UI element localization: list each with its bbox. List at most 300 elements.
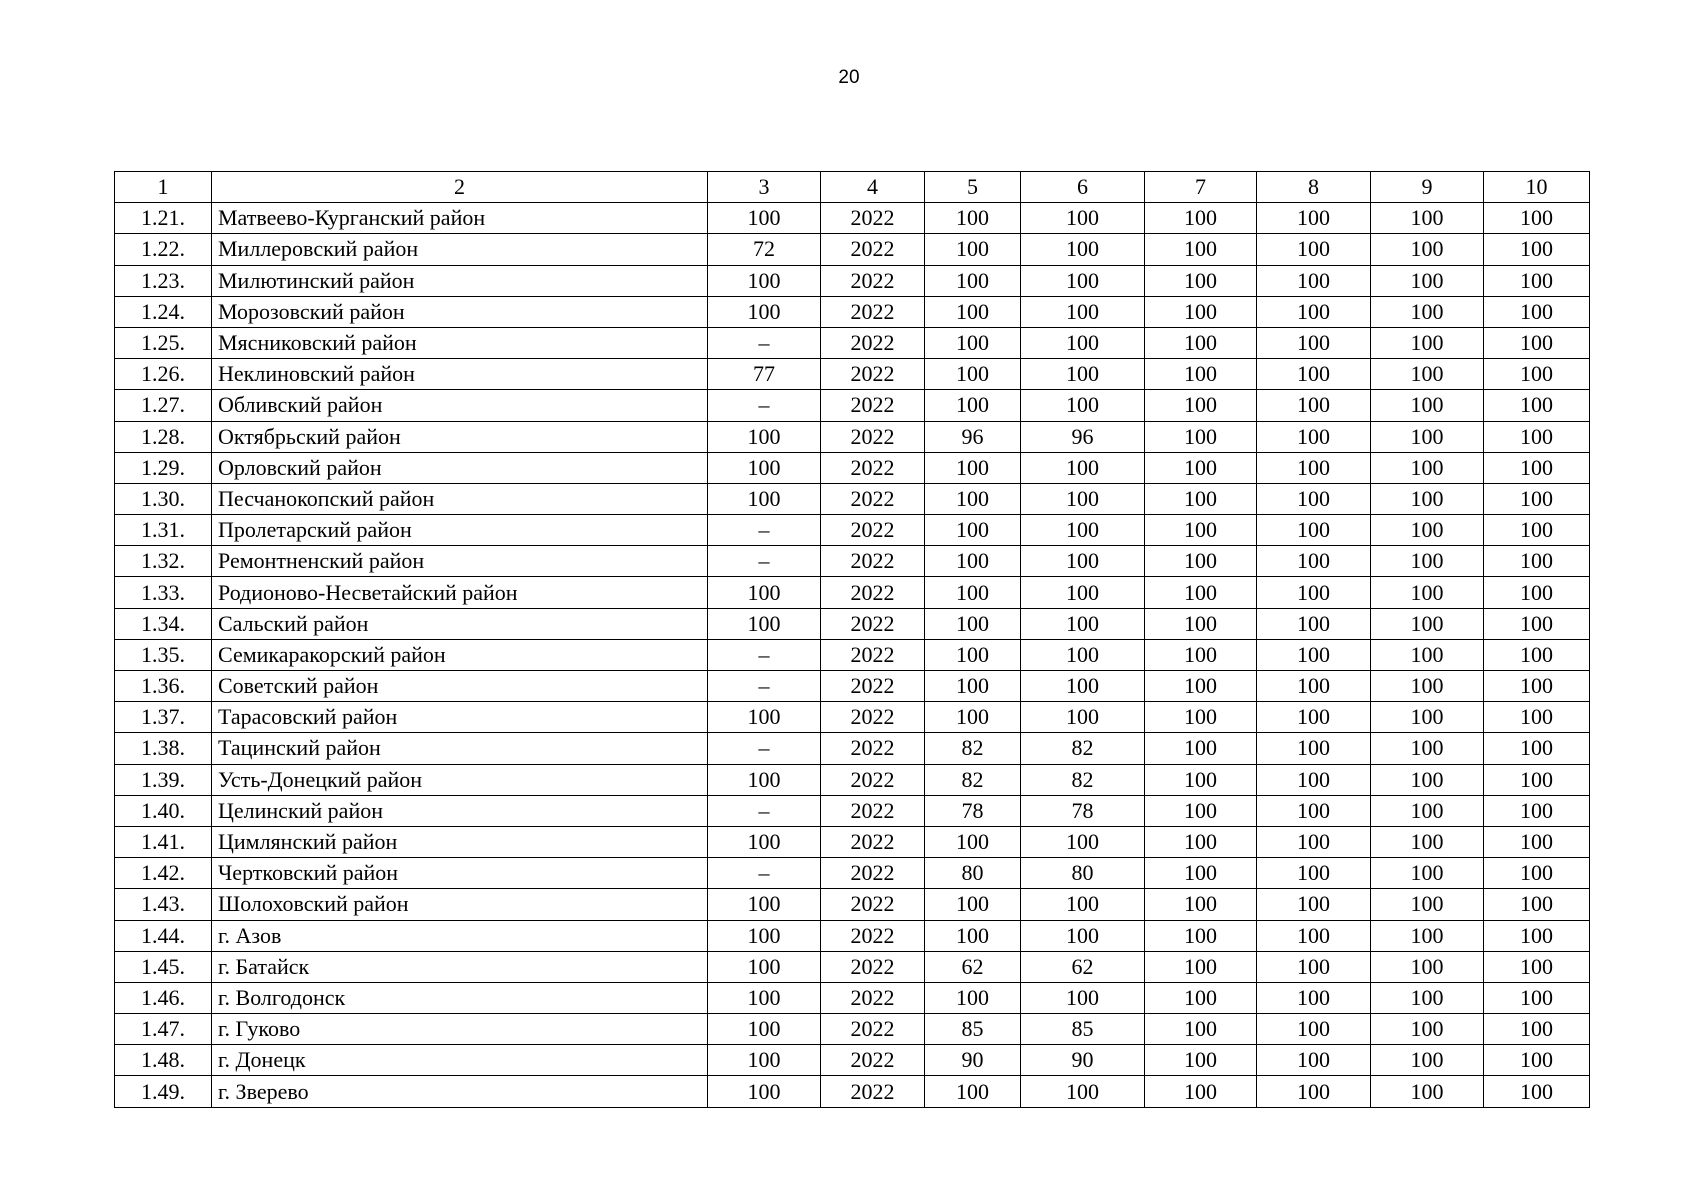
value-cell-7: 100: [1145, 982, 1257, 1013]
district-name-cell: Орловский район: [212, 452, 708, 483]
value-cell-3: 100: [708, 920, 821, 951]
value-cell-7: 100: [1145, 359, 1257, 390]
value-cell-10: 100: [1484, 265, 1590, 296]
table-row: [115, 546, 1590, 577]
value-cell-7: 100: [1145, 1014, 1257, 1045]
column-header-4: 4: [821, 172, 925, 203]
value-cell-8: 100: [1257, 671, 1371, 702]
value-cell-5: 100: [925, 889, 1021, 920]
value-cell-8: 100: [1257, 577, 1371, 608]
year-cell: 2022: [821, 546, 925, 577]
row-number-cell: 1.32.: [115, 546, 212, 577]
district-name-cell: Тарасовский район: [212, 702, 708, 733]
district-name-cell: Мясниковский район: [212, 327, 708, 358]
value-cell-9: 100: [1371, 858, 1484, 889]
value-cell-10: 100: [1484, 234, 1590, 265]
column-header-1: 1: [115, 172, 212, 203]
value-cell-6: 100: [1021, 920, 1145, 951]
value-cell-7: 100: [1145, 1076, 1257, 1107]
value-cell-7: 100: [1145, 889, 1257, 920]
row-number-cell: 1.35.: [115, 639, 212, 670]
value-cell-5: 100: [925, 1076, 1021, 1107]
table-row: [115, 951, 1590, 982]
year-cell: 2022: [821, 265, 925, 296]
value-cell-5: 100: [925, 577, 1021, 608]
value-cell-8: 100: [1257, 421, 1371, 452]
value-cell-3: 100: [708, 608, 821, 639]
value-cell-7: 100: [1145, 702, 1257, 733]
value-cell-9: 100: [1371, 452, 1484, 483]
value-cell-5: 85: [925, 1014, 1021, 1045]
value-cell-3: 100: [708, 764, 821, 795]
district-name-cell: Октябрьский район: [212, 421, 708, 452]
value-cell-7: 100: [1145, 733, 1257, 764]
year-cell: 2022: [821, 1076, 925, 1107]
value-cell-9: 100: [1371, 608, 1484, 639]
value-cell-7: 100: [1145, 826, 1257, 857]
row-number-cell: 1.41.: [115, 826, 212, 857]
value-cell-3: –: [708, 671, 821, 702]
value-cell-5: 100: [925, 515, 1021, 546]
district-name-cell: Пролетарский район: [212, 515, 708, 546]
value-cell-6: 100: [1021, 483, 1145, 514]
row-number-cell: 1.43.: [115, 889, 212, 920]
value-cell-6: 100: [1021, 265, 1145, 296]
column-header-7: 7: [1145, 172, 1257, 203]
value-cell-5: 100: [925, 608, 1021, 639]
table-row: [115, 1014, 1590, 1045]
value-cell-6: 100: [1021, 452, 1145, 483]
row-number-cell: 1.27.: [115, 390, 212, 421]
district-name-cell: Сальский район: [212, 608, 708, 639]
value-cell-10: 100: [1484, 764, 1590, 795]
value-cell-9: 100: [1371, 577, 1484, 608]
value-cell-5: 100: [925, 390, 1021, 421]
row-number-cell: 1.30.: [115, 483, 212, 514]
value-cell-10: 100: [1484, 982, 1590, 1013]
row-number-cell: 1.39.: [115, 764, 212, 795]
year-cell: 2022: [821, 296, 925, 327]
value-cell-9: 100: [1371, 265, 1484, 296]
column-header-9: 9: [1371, 172, 1484, 203]
table-row: [115, 639, 1590, 670]
value-cell-10: 100: [1484, 421, 1590, 452]
table-row: [115, 920, 1590, 951]
value-cell-10: 100: [1484, 577, 1590, 608]
value-cell-8: 100: [1257, 546, 1371, 577]
value-cell-5: 80: [925, 858, 1021, 889]
table-row: [115, 390, 1590, 421]
year-cell: 2022: [821, 795, 925, 826]
value-cell-6: 100: [1021, 359, 1145, 390]
row-number-cell: 1.23.: [115, 265, 212, 296]
value-cell-5: 90: [925, 1045, 1021, 1076]
year-cell: 2022: [821, 608, 925, 639]
table-row: [115, 671, 1590, 702]
value-cell-7: 100: [1145, 608, 1257, 639]
value-cell-3: 100: [708, 1014, 821, 1045]
value-cell-3: 100: [708, 826, 821, 857]
value-cell-3: 100: [708, 951, 821, 982]
table-row: [115, 858, 1590, 889]
table-row: [115, 265, 1590, 296]
value-cell-8: 100: [1257, 702, 1371, 733]
district-name-cell: Милютинский район: [212, 265, 708, 296]
value-cell-9: 100: [1371, 795, 1484, 826]
year-cell: 2022: [821, 483, 925, 514]
value-cell-6: 82: [1021, 764, 1145, 795]
value-cell-10: 100: [1484, 826, 1590, 857]
value-cell-9: 100: [1371, 515, 1484, 546]
year-cell: 2022: [821, 452, 925, 483]
table-row: [115, 483, 1590, 514]
year-cell: 2022: [821, 858, 925, 889]
value-cell-10: 100: [1484, 608, 1590, 639]
value-cell-7: 100: [1145, 795, 1257, 826]
district-name-cell: Миллеровский район: [212, 234, 708, 265]
value-cell-3: –: [708, 327, 821, 358]
value-cell-5: 100: [925, 296, 1021, 327]
table-row: [115, 203, 1590, 234]
row-number-cell: 1.47.: [115, 1014, 212, 1045]
value-cell-3: 100: [708, 203, 821, 234]
value-cell-6: 80: [1021, 858, 1145, 889]
value-cell-10: 100: [1484, 203, 1590, 234]
row-number-cell: 1.33.: [115, 577, 212, 608]
value-cell-10: 100: [1484, 920, 1590, 951]
row-number-cell: 1.36.: [115, 671, 212, 702]
year-cell: 2022: [821, 234, 925, 265]
value-cell-9: 100: [1371, 296, 1484, 327]
value-cell-7: 100: [1145, 764, 1257, 795]
year-cell: 2022: [821, 390, 925, 421]
column-header-3: 3: [708, 172, 821, 203]
value-cell-9: 100: [1371, 1014, 1484, 1045]
value-cell-3: 100: [708, 982, 821, 1013]
value-cell-8: 100: [1257, 608, 1371, 639]
value-cell-8: 100: [1257, 296, 1371, 327]
value-cell-10: 100: [1484, 795, 1590, 826]
value-cell-6: 78: [1021, 795, 1145, 826]
value-cell-5: 62: [925, 951, 1021, 982]
year-cell: 2022: [821, 639, 925, 670]
table-row: [115, 1045, 1590, 1076]
value-cell-6: 62: [1021, 951, 1145, 982]
value-cell-7: 100: [1145, 203, 1257, 234]
value-cell-7: 100: [1145, 858, 1257, 889]
value-cell-8: 100: [1257, 1045, 1371, 1076]
value-cell-6: 100: [1021, 826, 1145, 857]
value-cell-6: 100: [1021, 577, 1145, 608]
value-cell-8: 100: [1257, 265, 1371, 296]
value-cell-5: 100: [925, 702, 1021, 733]
value-cell-6: 100: [1021, 639, 1145, 670]
value-cell-8: 100: [1257, 764, 1371, 795]
value-cell-3: –: [708, 546, 821, 577]
district-name-cell: Неклиновский район: [212, 359, 708, 390]
value-cell-10: 100: [1484, 452, 1590, 483]
value-cell-5: 100: [925, 982, 1021, 1013]
value-cell-9: 100: [1371, 421, 1484, 452]
district-name-cell: Советский район: [212, 671, 708, 702]
row-number-cell: 1.29.: [115, 452, 212, 483]
row-number-cell: 1.42.: [115, 858, 212, 889]
value-cell-3: –: [708, 515, 821, 546]
value-cell-9: 100: [1371, 639, 1484, 670]
value-cell-8: 100: [1257, 639, 1371, 670]
value-cell-5: 82: [925, 764, 1021, 795]
value-cell-8: 100: [1257, 1076, 1371, 1107]
value-cell-6: 100: [1021, 234, 1145, 265]
district-name-cell: г. Батайск: [212, 951, 708, 982]
value-cell-6: 100: [1021, 671, 1145, 702]
year-cell: 2022: [821, 203, 925, 234]
value-cell-6: 100: [1021, 327, 1145, 358]
column-header-2: 2: [212, 172, 708, 203]
table-row: [115, 1076, 1590, 1107]
row-number-cell: 1.37.: [115, 702, 212, 733]
table-row: [115, 515, 1590, 546]
value-cell-9: 100: [1371, 702, 1484, 733]
value-cell-10: 100: [1484, 639, 1590, 670]
district-name-cell: Семикаракорский район: [212, 639, 708, 670]
value-cell-7: 100: [1145, 483, 1257, 514]
year-cell: 2022: [821, 359, 925, 390]
value-cell-9: 100: [1371, 483, 1484, 514]
value-cell-6: 96: [1021, 421, 1145, 452]
value-cell-7: 100: [1145, 452, 1257, 483]
value-cell-3: 100: [708, 889, 821, 920]
table-row: [115, 452, 1590, 483]
district-name-cell: Песчанокопский район: [212, 483, 708, 514]
value-cell-10: 100: [1484, 296, 1590, 327]
district-name-cell: г. Донецк: [212, 1045, 708, 1076]
table-row: [115, 982, 1590, 1013]
value-cell-7: 100: [1145, 577, 1257, 608]
value-cell-7: 100: [1145, 234, 1257, 265]
value-cell-10: 100: [1484, 483, 1590, 514]
value-cell-7: 100: [1145, 390, 1257, 421]
year-cell: 2022: [821, 421, 925, 452]
row-number-cell: 1.34.: [115, 608, 212, 639]
value-cell-3: –: [708, 639, 821, 670]
value-cell-9: 100: [1371, 390, 1484, 421]
row-number-cell: 1.48.: [115, 1045, 212, 1076]
value-cell-8: 100: [1257, 795, 1371, 826]
table-row: [115, 733, 1590, 764]
value-cell-3: 100: [708, 1076, 821, 1107]
value-cell-8: 100: [1257, 920, 1371, 951]
value-cell-6: 100: [1021, 546, 1145, 577]
row-number-cell: 1.46.: [115, 982, 212, 1013]
value-cell-9: 100: [1371, 982, 1484, 1013]
row-number-cell: 1.28.: [115, 421, 212, 452]
value-cell-3: 100: [708, 452, 821, 483]
value-cell-6: 100: [1021, 296, 1145, 327]
table-row: [115, 421, 1590, 452]
value-cell-10: 100: [1484, 1045, 1590, 1076]
value-cell-6: 100: [1021, 1076, 1145, 1107]
value-cell-6: 82: [1021, 733, 1145, 764]
row-number-cell: 1.24.: [115, 296, 212, 327]
value-cell-9: 100: [1371, 1045, 1484, 1076]
value-cell-7: 100: [1145, 671, 1257, 702]
value-cell-9: 100: [1371, 359, 1484, 390]
row-number-cell: 1.25.: [115, 327, 212, 358]
value-cell-10: 100: [1484, 702, 1590, 733]
value-cell-7: 100: [1145, 1045, 1257, 1076]
value-cell-10: 100: [1484, 671, 1590, 702]
district-name-cell: г. Азов: [212, 920, 708, 951]
value-cell-10: 100: [1484, 1076, 1590, 1107]
value-cell-5: 100: [925, 452, 1021, 483]
value-cell-10: 100: [1484, 546, 1590, 577]
value-cell-3: 100: [708, 421, 821, 452]
column-header-10: 10: [1484, 172, 1590, 203]
year-cell: 2022: [821, 764, 925, 795]
value-cell-8: 100: [1257, 452, 1371, 483]
value-cell-8: 100: [1257, 1014, 1371, 1045]
value-cell-8: 100: [1257, 733, 1371, 764]
value-cell-6: 85: [1021, 1014, 1145, 1045]
year-cell: 2022: [821, 1014, 925, 1045]
year-cell: 2022: [821, 733, 925, 764]
value-cell-9: 100: [1371, 234, 1484, 265]
year-cell: 2022: [821, 577, 925, 608]
value-cell-6: 100: [1021, 982, 1145, 1013]
value-cell-8: 100: [1257, 359, 1371, 390]
value-cell-5: 78: [925, 795, 1021, 826]
row-number-cell: 1.31.: [115, 515, 212, 546]
row-number-cell: 1.22.: [115, 234, 212, 265]
value-cell-6: 100: [1021, 515, 1145, 546]
value-cell-3: 100: [708, 483, 821, 514]
value-cell-5: 100: [925, 483, 1021, 514]
year-cell: 2022: [821, 702, 925, 733]
header-row: [115, 172, 1590, 203]
value-cell-8: 100: [1257, 982, 1371, 1013]
value-cell-8: 100: [1257, 234, 1371, 265]
district-name-cell: Обливский район: [212, 390, 708, 421]
value-cell-9: 100: [1371, 733, 1484, 764]
value-cell-7: 100: [1145, 639, 1257, 670]
value-cell-6: 100: [1021, 390, 1145, 421]
value-cell-3: –: [708, 858, 821, 889]
value-cell-8: 100: [1257, 327, 1371, 358]
value-cell-9: 100: [1371, 920, 1484, 951]
row-number-cell: 1.38.: [115, 733, 212, 764]
value-cell-5: 100: [925, 234, 1021, 265]
value-cell-9: 100: [1371, 889, 1484, 920]
year-cell: 2022: [821, 671, 925, 702]
value-cell-7: 100: [1145, 546, 1257, 577]
table-row: [115, 577, 1590, 608]
value-cell-6: 90: [1021, 1045, 1145, 1076]
year-cell: 2022: [821, 920, 925, 951]
district-name-cell: Тацинский район: [212, 733, 708, 764]
table-row: [115, 702, 1590, 733]
district-name-cell: Усть-Донецкий район: [212, 764, 708, 795]
value-cell-9: 100: [1371, 1076, 1484, 1107]
year-cell: 2022: [821, 889, 925, 920]
page-number: 20: [838, 67, 860, 88]
district-name-cell: Целинский район: [212, 795, 708, 826]
table-row: [115, 795, 1590, 826]
table-row: [115, 608, 1590, 639]
table-body: [115, 203, 1590, 1107]
value-cell-8: 100: [1257, 889, 1371, 920]
table-row: [115, 296, 1590, 327]
value-cell-8: 100: [1257, 483, 1371, 514]
value-cell-8: 100: [1257, 390, 1371, 421]
year-cell: 2022: [821, 951, 925, 982]
value-cell-5: 100: [925, 639, 1021, 670]
value-cell-5: 82: [925, 733, 1021, 764]
value-cell-3: 100: [708, 1045, 821, 1076]
district-name-cell: Шолоховский район: [212, 889, 708, 920]
value-cell-9: 100: [1371, 203, 1484, 234]
row-number-cell: 1.49.: [115, 1076, 212, 1107]
value-cell-3: 100: [708, 296, 821, 327]
district-name-cell: Родионово-Несветайский район: [212, 577, 708, 608]
value-cell-7: 100: [1145, 920, 1257, 951]
district-name-cell: Чертковский район: [212, 858, 708, 889]
table-row: [115, 234, 1590, 265]
value-cell-6: 100: [1021, 203, 1145, 234]
value-cell-7: 100: [1145, 265, 1257, 296]
data-table: [114, 171, 1590, 1108]
value-cell-9: 100: [1371, 951, 1484, 982]
value-cell-5: 100: [925, 327, 1021, 358]
value-cell-9: 100: [1371, 764, 1484, 795]
table-row: [115, 359, 1590, 390]
value-cell-3: 72: [708, 234, 821, 265]
value-cell-5: 100: [925, 546, 1021, 577]
value-cell-10: 100: [1484, 733, 1590, 764]
value-cell-10: 100: [1484, 359, 1590, 390]
table-row: [115, 889, 1590, 920]
column-header-8: 8: [1257, 172, 1371, 203]
value-cell-5: 100: [925, 265, 1021, 296]
value-cell-3: 100: [708, 265, 821, 296]
column-header-5: 5: [925, 172, 1021, 203]
value-cell-9: 100: [1371, 327, 1484, 358]
value-cell-6: 100: [1021, 702, 1145, 733]
year-cell: 2022: [821, 1045, 925, 1076]
value-cell-3: –: [708, 733, 821, 764]
district-name-cell: г. Зверево: [212, 1076, 708, 1107]
column-header-6: 6: [1021, 172, 1145, 203]
row-number-cell: 1.44.: [115, 920, 212, 951]
district-name-cell: Ремонтненский район: [212, 546, 708, 577]
value-cell-5: 100: [925, 671, 1021, 702]
row-number-cell: 1.21.: [115, 203, 212, 234]
year-cell: 2022: [821, 826, 925, 857]
value-cell-10: 100: [1484, 327, 1590, 358]
value-cell-3: 77: [708, 359, 821, 390]
value-cell-5: 100: [925, 203, 1021, 234]
value-cell-9: 100: [1371, 826, 1484, 857]
value-cell-6: 100: [1021, 889, 1145, 920]
value-cell-3: 100: [708, 577, 821, 608]
value-cell-3: –: [708, 390, 821, 421]
year-cell: 2022: [821, 982, 925, 1013]
value-cell-5: 96: [925, 421, 1021, 452]
row-number-cell: 1.40.: [115, 795, 212, 826]
district-name-cell: Матвеево-Курганский район: [212, 203, 708, 234]
district-name-cell: Цимлянский район: [212, 826, 708, 857]
value-cell-7: 100: [1145, 421, 1257, 452]
